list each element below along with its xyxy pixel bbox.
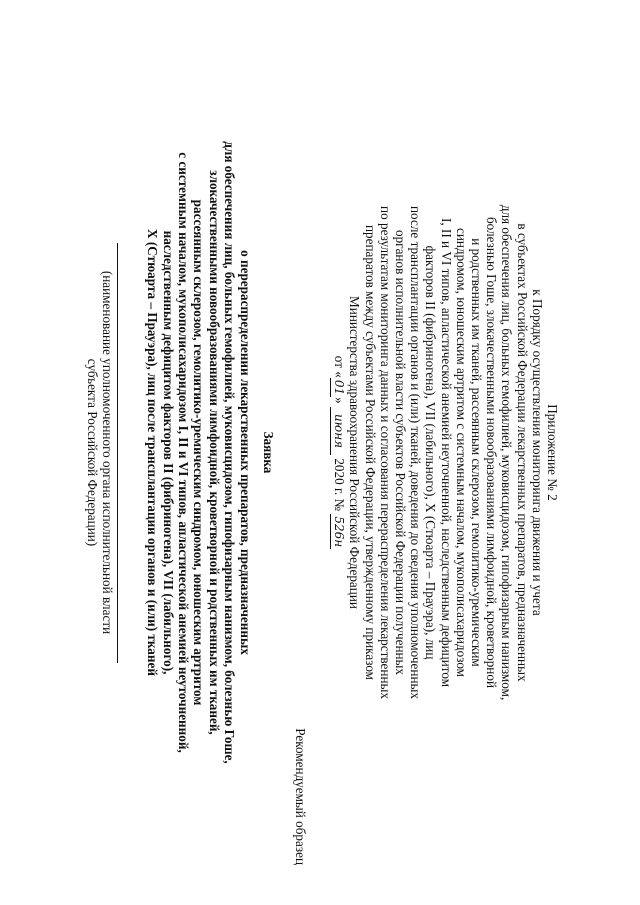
- header-line: препаратов между субъектами Российской Федерации, утвержденному приказом: [362, 224, 378, 681]
- header-line: I, II и VI типов, апластической анемией неуточненной, наследственным дефицитом: [438, 217, 454, 688]
- recommended-sample-label: Рекомендуемый образец: [293, 728, 308, 865]
- header-line: органов исполнительной власти субъектов Российской Федерации полученных: [392, 229, 408, 676]
- header-line: синдромом, юношеским артритом с системным началом, мукополисахаридозом: [453, 227, 469, 678]
- header-line: в субъектах Российской Федерации лекарственных препаратов, предназначенных: [514, 223, 530, 682]
- header-line: по результатам мониторинга данных и согласования перераспределения лекарственных: [377, 206, 393, 699]
- application-line: злокачественными новообразованиями лимфоидной, кроветворной и родственных им тканей,: [206, 170, 222, 735]
- authority-caption-line: субъекта Российской Федерации): [84, 358, 100, 547]
- header-line: факторов II (фибриногена), VII (лабильного), X (Стюарта – Прауэра), лиц: [423, 245, 439, 660]
- application-heading: [145, 0, 276, 905]
- application-line: о перераспределении лекарственных препаратов, предназначенных: [237, 250, 253, 655]
- order-date-line: [330, 0, 347, 905]
- header-line: Министерства здравоохранения Российской Федерации: [347, 296, 363, 609]
- order-number: 526н: [330, 514, 346, 549]
- header-line: болезнью Гоше, злокачественными новообразованиями лимфоидной, кроветворной: [484, 216, 500, 689]
- header-line: для обеспечения лиц, больных гемофилией, муковисцидозом, гипофизарным нанизмом,: [499, 204, 515, 701]
- authority-name-field[interactable]: [117, 243, 118, 663]
- application-title: Заявка: [261, 431, 276, 474]
- date-month: июня: [330, 407, 346, 455]
- date-year: 2020 г. №: [332, 458, 348, 512]
- appendix-title: Приложение № 2: [545, 404, 560, 501]
- appendix-header: [330, 0, 560, 905]
- application-line: рассеянным склерозом, гемолитико-уремическим синдромом, юношеским артритом: [191, 199, 207, 706]
- authority-caption: [85, 0, 115, 905]
- authority-block: [85, 0, 118, 905]
- date-mid: »: [332, 397, 348, 404]
- date-prefix: от «: [332, 355, 348, 378]
- header-line: и родственных им тканей, рассеянным склерозом, гемолитико-уремическим: [468, 238, 484, 667]
- application-line: для обеспечения лиц, больных гемофилией, муковисцидозом, гипофизарным нанизмом, болезнью Гоше,: [222, 141, 238, 764]
- application-line: X (Стюарта – Прауэра), лиц после трансплантации органов и (или) тканей: [145, 229, 161, 676]
- header-line: после трансплантации органов и (или) тканей, доведения до сведения уполномоченных: [408, 206, 424, 699]
- date-day: 01: [330, 378, 346, 397]
- application-line: с системным началом, мукополисахаридозом I, II и VI типов, апластической анемией неуточненной,: [175, 152, 191, 753]
- application-line: наследственным дефицитом факторов II (фибриногена), VII (лабильного),: [160, 230, 176, 675]
- header-line: к Порядку осуществления мониторинга движения и учета: [529, 289, 545, 616]
- authority-caption-line: (наименование уполномоченного органа исполнительной власти: [100, 270, 115, 635]
